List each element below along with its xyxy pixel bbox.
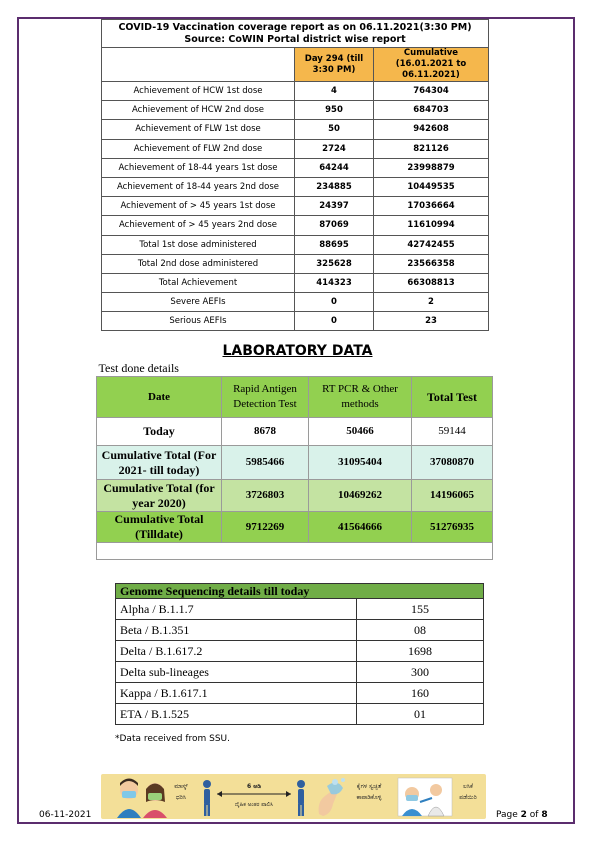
lab-header-total: Total Test bbox=[412, 377, 493, 418]
lab-row-rtpcr: 50466 bbox=[309, 418, 412, 446]
vaccination-row-cumulative: 17036664 bbox=[374, 197, 489, 216]
page-current: 2 bbox=[520, 810, 527, 820]
covid-appropriate-behaviour-banner bbox=[101, 774, 486, 819]
data-source-footnote: *Data received from SSU. bbox=[115, 734, 230, 744]
vaccination-row-day: 234885 bbox=[295, 177, 374, 196]
svg-text:ಧರಿಸಿ: ಧರಿಸಿ bbox=[175, 794, 187, 801]
vaccination-row-label: Achievement of HCW 1st dose bbox=[102, 82, 295, 101]
lab-row-cumulative-2020 bbox=[97, 480, 493, 512]
lab-header-rapid: Rapid Antigen Detection Test bbox=[222, 377, 309, 418]
page-prefix: Page bbox=[496, 810, 521, 820]
lab-heading: LABORATORY DATA bbox=[222, 343, 373, 359]
vaccination-row-label: Achievement of FLW 2nd dose bbox=[102, 139, 295, 158]
vaccination-title-row bbox=[102, 20, 489, 48]
lab-row-label: Cumulative Total (For 2021- till today) bbox=[97, 446, 222, 480]
genome-row bbox=[116, 662, 484, 683]
vaccination-row-label: Achievement of > 45 years 1st dose bbox=[102, 197, 295, 216]
vaccination-row-cumulative: 23998879 bbox=[374, 158, 489, 177]
lab-caption: Test done details bbox=[97, 361, 493, 377]
genome-variant: Alpha / B.1.1.7 bbox=[116, 599, 357, 620]
lab-row-rapid: 9712269 bbox=[222, 512, 309, 543]
vaccination-title-line1: COVID-19 Vaccination coverage report as on 06.11.2021(3:30 PM) bbox=[118, 21, 472, 33]
genome-row bbox=[116, 683, 484, 704]
vaccination-row-day: 24397 bbox=[295, 197, 374, 216]
lab-row-today bbox=[97, 418, 493, 446]
vaccination-row-cumulative: 11610994 bbox=[374, 216, 489, 235]
lab-blank-cell bbox=[97, 543, 493, 560]
vaccination-row-label: Total 1st dose administered bbox=[102, 235, 295, 254]
vaccination-row-label: Total Achievement bbox=[102, 273, 295, 292]
vaccination-row bbox=[102, 101, 489, 120]
lab-row-rapid: 8678 bbox=[222, 418, 309, 446]
page-total: 8 bbox=[541, 810, 548, 820]
vaccination-row bbox=[102, 254, 489, 273]
lab-row-cumulative-2021 bbox=[97, 446, 493, 480]
svg-text:ಪಡೆಯಿರಿ: ಪಡೆಯಿರಿ bbox=[459, 794, 477, 801]
vaccination-row bbox=[102, 197, 489, 216]
vaccination-row-label: Serious AEFIs bbox=[102, 312, 295, 331]
footer-page-number bbox=[496, 810, 548, 820]
vaccination-row-day: 88695 bbox=[295, 235, 374, 254]
genome-row bbox=[116, 599, 484, 620]
vaccination-row-cumulative: 23 bbox=[374, 312, 489, 331]
lab-row-cumulative-tilldate bbox=[97, 512, 493, 543]
genome-row bbox=[116, 620, 484, 641]
svg-text:ಲಸಿಕೆ: ಲಸಿಕೆ bbox=[462, 783, 474, 790]
vaccination-header-day: Day 294 (till 3:30 PM) bbox=[295, 48, 374, 82]
genome-count: 300 bbox=[357, 662, 484, 683]
lab-row-rtpcr: 10469262 bbox=[309, 480, 412, 512]
vaccination-row-cumulative: 821126 bbox=[374, 139, 489, 158]
vaccination-row-cumulative: 684703 bbox=[374, 101, 489, 120]
vaccination-row-label: Achievement of > 45 years 2nd dose bbox=[102, 216, 295, 235]
vaccination-row-day: 2724 bbox=[295, 139, 374, 158]
distance-label: 6 ಅಡಿ bbox=[247, 783, 261, 790]
vaccination-row bbox=[102, 273, 489, 292]
vaccination-row-day: 950 bbox=[295, 101, 374, 120]
genome-variant: ETA / B.1.525 bbox=[116, 704, 357, 725]
vaccination-row bbox=[102, 216, 489, 235]
footer-date: 06-11-2021 bbox=[39, 810, 92, 820]
lab-row-total: 14196065 bbox=[412, 480, 493, 512]
vaccination-row bbox=[102, 158, 489, 177]
genome-variant: Beta / B.1.351 bbox=[116, 620, 357, 641]
genome-variant: Delta / B.1.617.2 bbox=[116, 641, 357, 662]
vaccination-row-day: 325628 bbox=[295, 254, 374, 273]
vaccination-row-day: 64244 bbox=[295, 158, 374, 177]
lab-table bbox=[96, 361, 493, 560]
vaccination-row-cumulative: 10449535 bbox=[374, 177, 489, 196]
vaccination-row-day: 4 bbox=[295, 82, 374, 101]
page-of: of bbox=[526, 810, 542, 820]
lab-header-row bbox=[97, 377, 493, 418]
vaccination-row bbox=[102, 312, 489, 331]
genome-count: 08 bbox=[357, 620, 484, 641]
genome-variant: Kappa / B.1.617.1 bbox=[116, 683, 357, 704]
genome-row bbox=[116, 641, 484, 662]
vaccination-row-cumulative: 42742455 bbox=[374, 235, 489, 254]
hand-sanitizer-icon bbox=[313, 774, 393, 819]
lab-blank-row bbox=[97, 543, 493, 560]
vaccination-row-day: 87069 bbox=[295, 216, 374, 235]
vaccination-row-cumulative: 66308813 bbox=[374, 273, 489, 292]
vaccination-row bbox=[102, 139, 489, 158]
vaccination-row bbox=[102, 177, 489, 196]
vaccination-row-cumulative: 23566358 bbox=[374, 254, 489, 273]
genome-variant: Delta sub-lineages bbox=[116, 662, 357, 683]
vaccination-header-cumulative: Cumulative (16.01.2021 to 06.11.2021) bbox=[374, 48, 489, 82]
genome-count: 155 bbox=[357, 599, 484, 620]
lab-row-label: Cumulative Total (Tilldate) bbox=[97, 512, 222, 543]
vaccination-row-day: 414323 bbox=[295, 273, 374, 292]
genome-title-row bbox=[116, 584, 484, 599]
genome-title: Genome Sequencing details till today bbox=[116, 584, 484, 599]
lab-row-rapid: 5985466 bbox=[222, 446, 309, 480]
vaccination-row-cumulative: 942608 bbox=[374, 120, 489, 139]
vaccination-row-cumulative: 764304 bbox=[374, 82, 489, 101]
svg-text:ಮಾಸ್ಕ್: ಮಾಸ್ಕ್ bbox=[174, 783, 188, 790]
svg-text:ದೈಹಿಕ ಅಂತರ ಪಾಲಿಸಿ: ದೈಹಿಕ ಅಂತರ ಪಾಲಿಸಿ bbox=[234, 802, 274, 808]
vaccination-row bbox=[102, 293, 489, 312]
vaccination-row-label: Severe AEFIs bbox=[102, 293, 295, 312]
svg-text:ಕಾಪಾಡಿಕೊಳ್ಳಿ: ಕಾಪಾಡಿಕೊಳ್ಳಿ bbox=[356, 794, 382, 801]
lab-row-rtpcr: 31095404 bbox=[309, 446, 412, 480]
social-distance-icon bbox=[199, 774, 309, 819]
genome-table bbox=[115, 583, 484, 725]
vaccination-row-cumulative: 2 bbox=[374, 293, 489, 312]
vaccination-row-label: Achievement of FLW 1st dose bbox=[102, 120, 295, 139]
lab-row-total: 51276935 bbox=[412, 512, 493, 543]
vaccination-row bbox=[102, 82, 489, 101]
lab-header-date: Date bbox=[97, 377, 222, 418]
vaccination-title bbox=[102, 20, 489, 48]
vaccination-row-label: Achievement of 18-44 years 2nd dose bbox=[102, 177, 295, 196]
lab-header-rtpcr: RT PCR & Other methods bbox=[309, 377, 412, 418]
lab-row-total: 59144 bbox=[412, 418, 493, 446]
vaccination-row-label: Total 2nd dose administered bbox=[102, 254, 295, 273]
lab-row-label: Cumulative Total (for year 2020) bbox=[97, 480, 222, 512]
vaccination-row bbox=[102, 235, 489, 254]
lab-row-rapid: 3726803 bbox=[222, 480, 309, 512]
vaccination-row-day: 50 bbox=[295, 120, 374, 139]
vaccination-header-blank bbox=[102, 48, 295, 82]
lab-row-rtpcr: 41564666 bbox=[309, 512, 412, 543]
lab-row-total: 37080870 bbox=[412, 446, 493, 480]
vaccination-header-row bbox=[102, 48, 489, 82]
lab-row-label: Today bbox=[97, 418, 222, 446]
vaccination-row bbox=[102, 120, 489, 139]
vaccination-row-day: 0 bbox=[295, 312, 374, 331]
svg-text:ಕೈಗಳ ಸ್ವಚ್ಛತೆ: ಕೈಗಳ ಸ್ವಚ್ಛತೆ bbox=[356, 783, 382, 790]
lab-caption-row bbox=[97, 361, 493, 377]
vaccination-icon bbox=[396, 774, 484, 819]
genome-count: 1698 bbox=[357, 641, 484, 662]
genome-count: 160 bbox=[357, 683, 484, 704]
vaccination-source: Source: CoWIN Portal district wise report bbox=[184, 33, 406, 45]
vaccination-row-label: Achievement of HCW 2nd dose bbox=[102, 101, 295, 120]
masked-people-icon bbox=[107, 774, 197, 819]
vaccination-row-label: Achievement of 18-44 years 1st dose bbox=[102, 158, 295, 177]
genome-row bbox=[116, 704, 484, 725]
vaccination-table bbox=[101, 19, 489, 331]
genome-count: 01 bbox=[357, 704, 484, 725]
vaccination-row-day: 0 bbox=[295, 293, 374, 312]
